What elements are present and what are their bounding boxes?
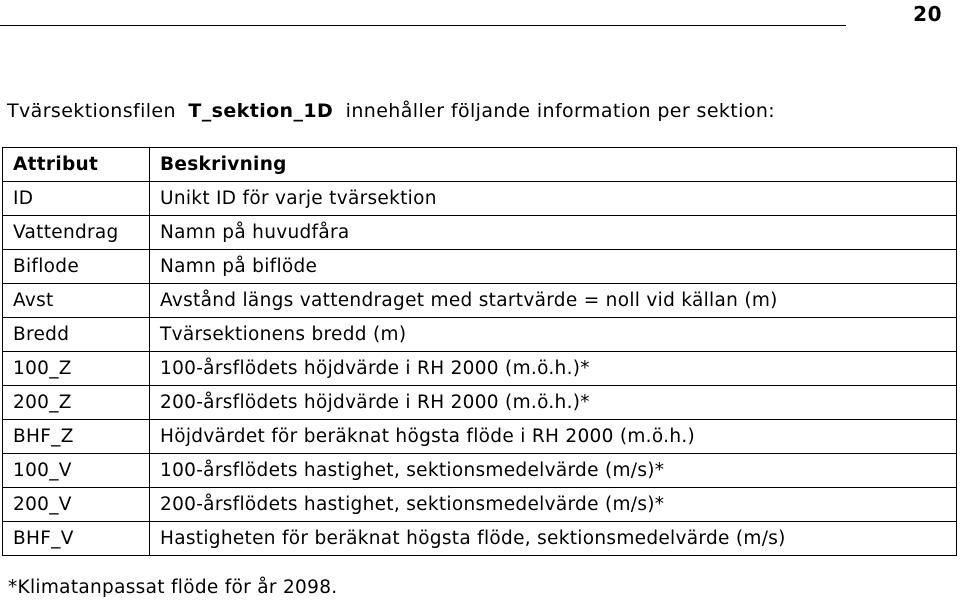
description-cell: Höjdvärdet för beräknat högsta flöde i RH 2000 (m.ö.h.) [150,420,957,454]
description-cell: 200-årsflödets höjdvärde i RH 2000 (m.ö.h.)* [150,386,957,420]
table-row [3,284,957,318]
table-row [3,454,957,488]
attribute-cell: 200_Z [3,386,150,420]
intro-paragraph [7,100,775,122]
table-row [3,318,957,352]
footnote: *Klimatanpassat flöde för år 2098. [8,577,338,598]
attribute-cell: ID [3,182,150,216]
attribute-cell: 100_Z [3,352,150,386]
attribute-cell: BHF_V [3,522,150,556]
file-name: T_sektion_1D [188,100,334,122]
table-row [3,386,957,420]
intro-prefix: Tvärsektionsfilen [7,100,176,122]
description-cell: Avstånd längs vattendraget med startvärde = noll vid källan (m) [150,284,957,318]
header-attribute: Attribut [3,148,150,182]
table-row [3,488,957,522]
attribute-cell: 100_V [3,454,150,488]
page-number: 20 [913,2,942,26]
description-cell: 100-årsflödets höjdvärde i RH 2000 (m.ö.h.)* [150,352,957,386]
attribute-cell: Bredd [3,318,150,352]
header-description: Beskrivning [150,148,957,182]
description-cell: 100-årsflödets hastighet, sektionsmedelvärde (m/s)* [150,454,957,488]
description-cell: Namn på huvudfåra [150,216,957,250]
attribute-table [2,147,957,556]
description-cell: Hastigheten för beräknat högsta flöde, sektionsmedelvärde (m/s) [150,522,957,556]
table-row [3,352,957,386]
intro-suffix: innehåller följande information per sektion: [345,100,776,122]
attribute-cell: Biflode [3,250,150,284]
attribute-cell: 200_V [3,488,150,522]
attribute-cell: Vattendrag [3,216,150,250]
table-row [3,216,957,250]
attribute-cell: Avst [3,284,150,318]
table-header-row [3,148,957,182]
description-cell: 200-årsflödets hastighet, sektionsmedelvärde (m/s)* [150,488,957,522]
attribute-cell: BHF_Z [3,420,150,454]
description-cell: Namn på biflöde [150,250,957,284]
table-row [3,522,957,556]
description-cell: Tvärsektionens bredd (m) [150,318,957,352]
table-row [3,182,957,216]
table-row [3,250,957,284]
header-rule [0,25,846,26]
table-row [3,420,957,454]
description-cell: Unikt ID för varje tvärsektion [150,182,957,216]
